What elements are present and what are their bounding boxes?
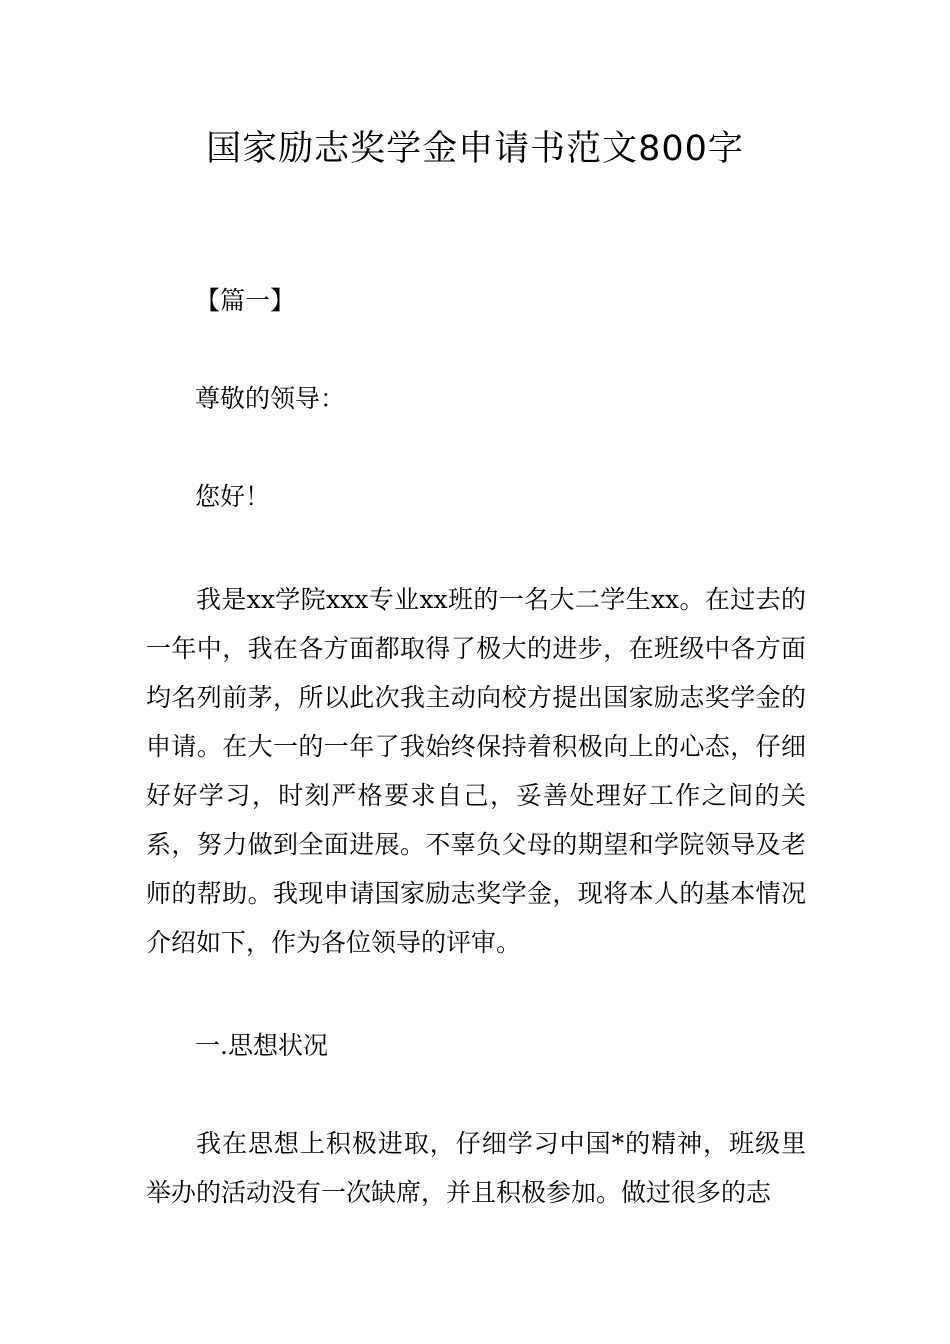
section-heading-thought: 一.思想状况 (195, 1031, 328, 1060)
body-paragraph-1: 我是xx学院xxx专业xx班的一名大二学生xx。在过去的一年中，我在各方面都取得了极大的进步，在班级中各方面均名列前茅，所以此次我主动向校方提出国家励志奖学金的申请。在大一的一年了我始终保持着积极向上的心态，仔细好好学习，时刻严格要求自己，妥善处理好工作之间的关系，努力做到全面进展。不辜负父母的期望和学院领导及老师的帮助。我现申请国家励志奖学金，现将本人的基本情况介绍如下，作为各位领导的评审。 (146, 585, 806, 957)
salutation: 尊敬的领导： (195, 384, 346, 413)
body-paragraph-2: 我在思想上积极进取，仔细学习中国*的精神，班级里举办的活动没有一次缺席，并且积极参加。做过很多的志 (146, 1129, 806, 1207)
greeting: 您好！ (195, 482, 271, 511)
part-label: 【篇一】 (195, 286, 296, 315)
document-title: 国家励志奖学金申请书范文800字 (206, 129, 744, 169)
